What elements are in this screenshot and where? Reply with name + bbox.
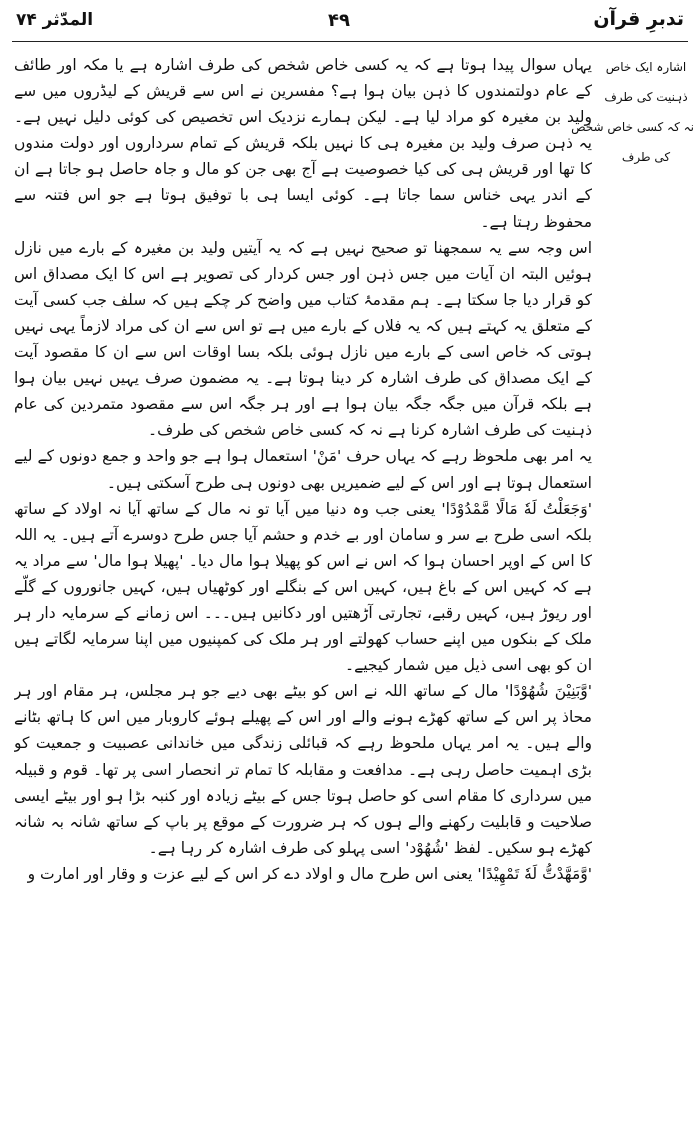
paragraph: 'وَّمَهَّدْتُّ لَهٗ تَمْهِیْدًا' یعنی اس طرح مال و اولاد دے کر اس کے لیے عزت و وقار اور امارت و [27,864,592,883]
header-rule [12,41,688,42]
margin-note-line: کی طرف [621,150,671,164]
paragraph: اس وجہ سے یہ سمجھنا تو صحیح نہیں ہے کہ یہ آیتیں ولید بن مغیرہ کے بارے میں نازل ہوئیں البتہ ان آیات میں جس ذہن اور جس کردار کی تصویر ہے اس کا ایک مصداق اس کو قرار دیا جا سکتا ہے۔ ہم مقدمۂ کتاب میں واضح کر چکے ہیں کہ سلف جب کسی آیت کے متعلق یہ کہتے ہیں کہ یہ فلاں کے بارے میں ہے تو اس سے ان کی مراد لازماً یہی نہیں ہوتی کہ خاص اسی کے بارے میں نازل ہوئی بلکہ بسا اوقات اس سے ان کا مقصود آیت کے ایک مصداق کی طرف اشارہ کر دینا ہوتا ہے۔ یہ مضمون صرف یہیں نہیں بیان ہوا ہے بلکہ قرآن میں جگہ جگہ بیان ہوا ہے اور ہر جگہ اس سے مقصود متمردین کی عام ذہنیت کی طرف اشارہ کرنا ہے نہ کہ کسی خاص شخص کی طرف۔ [14,238,592,440]
paragraph: 'وَّبَنِیْنَ شُهُوْدًا' مال کے ساتھ اللہ نے اس کو بیٹے بھی دیے جو ہر مجلس، ہر مقام اور ہر محاذ پر اس کے ساتھ کھڑے ہونے والے اور اس کے پھیلے ہوئے کاروبار میں اس کا ہاتھ بٹانے والے ہیں۔ یہ امر یہاں ملحوظ رہے کہ قبائلی زندگی میں خاندانی عصبیت و جمعیت کو بڑی اہمیت حاصل رہی ہے۔ مدافعت و مقابلہ کا تمام تر انحصار اسی پر تھا۔ قوم و قبیلہ میں سرداری کا مقام اسی کو حاصل ہوتا جس کے بیٹے زیادہ اور کنبہ بڑا ہو اور بیٹے ایسی صلاحیت و قابلیت رکھنے والے ہوں کہ ہر ضرورت کے موقع پر باپ کے ساتھ شانہ بہ شانہ کھڑے ہو سکیں۔ لفظ 'شُهُوْد' اسی پہلو کی طرف اشارہ کر رہا ہے۔ [14,682,592,857]
paragraph: یہاں سوال پیدا ہوتا ہے کہ یہ کسی خاص شخص کی طرف اشارہ ہے یا مکہ اور طائف کے عام دولتمندوں کا ذہن بیان ہوا ہے؟ مفسرین نے اس سے قریش کے لیڈروں میں سے ولید بن مغیرہ کو مراد لیا ہے۔ لیکن ہمارے نزدیک اس تخصیص کی کوئی دلیل نہیں ہے۔ یہ ذہن صرف ولید بن مغیرہ ہی کا نہیں بلکہ قریش کے تمام سرداروں اور دولت مندوں کا تھا اور قریش ہی کی کیا خصوصیت ہے آج بھی جن کو مال و جاہ حاصل ہو جاتا ہے ان کے اندر یہی خناس سما جاتا ہے۔ کوئی ایسا ہی با توفیق ہوتا ہے جو اس فتنہ سے محفوظ رہتا ہے۔ [14,56,592,231]
book-title: تدبرِ قرآن [593,8,684,30]
paragraph: یہ امر بھی ملحوظ رہے کہ یہاں حرف 'مَنْ' استعمال ہوا ہے جو واحد و جمع دونوں کے لیے استعمال ہوتا ہے اور اس کے لیے ضمیریں بھی دونوں ہی طرح آسکتی ہیں۔ [14,447,592,492]
page-number: ۴۹ [328,10,350,31]
paragraph: 'وَجَعَلْتُ لَهٗ مَالًا مَّمْدُوْدًا' یعنی جب وہ دنیا میں آیا تو نہ مال کے ساتھ آیا نہ اولاد کے ساتھ بلکہ اسی طرح بے سر و سامان اور بے خدم و حشم آیا جس طرح دوسرے آتے ہیں۔ یہ اللہ کا اس کے اوپر احسان ہوا کہ اس نے اس کو پھیلا ہوا مال دیا۔ 'پھیلا ہوا مال' سے مراد یہ ہے کہ کہیں اس کے باغ ہیں، کہیں اس کے بنگلے اور کوٹھیاں ہیں، کہیں جانوروں کے گلّے اور ریوڑ ہیں، کہیں رقبے، تجارتی آڑھتیں اور دکانیں ہیں۔۔۔ اس زمانے کے سرمایہ دار ہر ملک کے بنکوں میں اپنے حساب کھولتے اور ہر ملک کی کمپنیوں میں اپنا سرمایہ لگاتے ہیں ان کو بھی اسی ذیل میں شمار کیجیے۔ [14,499,592,675]
margin-note-line: نہ کہ کسی خاص شخص [571,120,694,134]
margin-note [571,52,694,172]
body-text [14,52,592,1130]
margin-note-line: ذہنیت کی طرف [604,90,688,104]
page-header [10,6,690,42]
surah-label: المدّثر ۷۴ [16,10,94,30]
margin-note-line: اشارہ ایک خاص [605,60,687,74]
